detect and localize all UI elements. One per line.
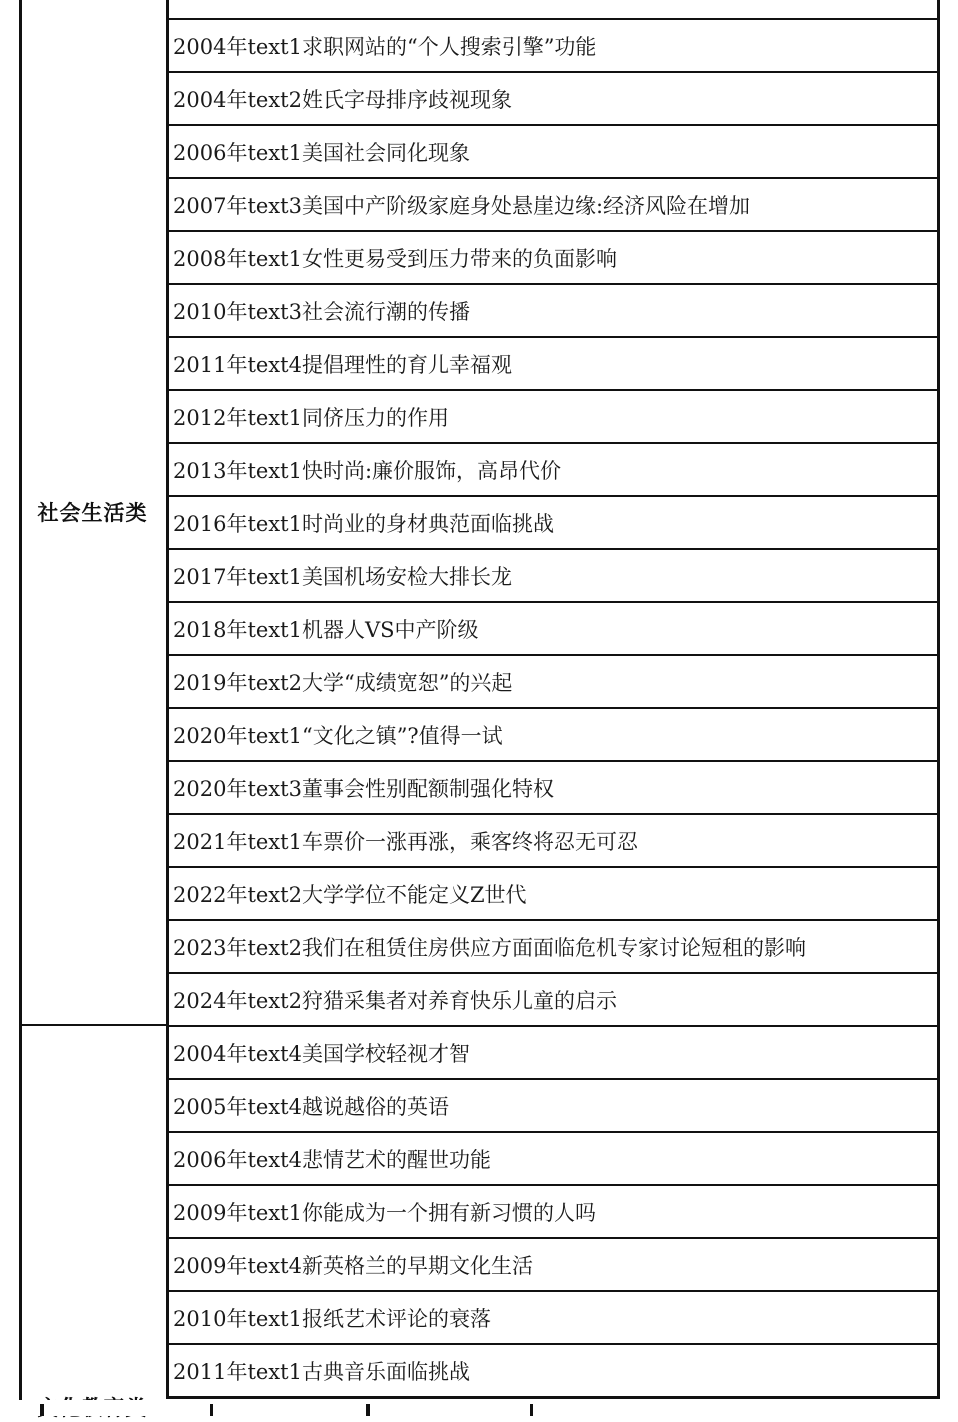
table-row: 2011年text4提倡理性的育儿幸福观 <box>169 336 937 389</box>
table-row: 2005年text4越说越俗的英语 <box>169 1078 937 1131</box>
cropped-glyph-fragment <box>366 1404 370 1416</box>
table-row: 2004年text4美国学校轻视才智 <box>169 1025 937 1078</box>
table-row: 2011年text1古典音乐面临挑战 <box>169 1343 937 1399</box>
table-row: 2020年text3董事会性别配额制强化特权 <box>169 760 937 813</box>
table-row: 2019年text2大学“成绩宽恕”的兴起 <box>169 654 937 707</box>
table-row: 2021年text1车票价一涨再涨，乘客终将忍无可忍 <box>169 813 937 866</box>
table-row: 2009年text4新英格兰的早期文化生活 <box>169 1237 937 1290</box>
table-row: 2004年text2姓氏字母排序歧视现象 <box>169 71 937 124</box>
table-row: 2022年text2大学学位不能定义Z世代 <box>169 866 937 919</box>
table-top-cap-right <box>937 0 940 18</box>
table-row: 2017年text1美国机场安检大排长龙 <box>169 548 937 601</box>
page-bottom-edge <box>0 1400 958 1416</box>
table-row: 2004年text1求职网站的“个人搜索引擎”功能 <box>169 18 937 71</box>
table-row: 2009年text1你能成为一个拥有新习惯的人吗 <box>169 1184 937 1237</box>
category-label: 社会生活类 <box>37 501 148 525</box>
table-row: 2024年text2狩猎采集者对养育快乐儿童的启示 <box>169 972 937 1025</box>
cropped-glyph-fragment <box>530 1404 533 1416</box>
table-top-cap-left <box>166 0 169 18</box>
category-column <box>19 0 166 1400</box>
table-row: 2010年text1报纸艺术评论的衰落 <box>169 1290 937 1343</box>
table-row: 2023年text2我们在租赁住房供应方面面临危机专家讨论短租的影响 <box>169 919 937 972</box>
category-cell-culture-education <box>19 1026 166 1406</box>
cropped-glyph-fragment <box>40 1404 44 1416</box>
table-row: 2008年text1女性更易受到压力带来的负面影响 <box>169 230 937 283</box>
table-row: 2016年text1时尚业的身材典范面临挑战 <box>169 495 937 548</box>
table-row: 2006年text4悲情艺术的醒世功能 <box>169 1131 937 1184</box>
table-row: 2012年text1同侪压力的作用 <box>169 389 937 442</box>
table-row: 2018年text1机器人VS中产阶级 <box>169 601 937 654</box>
table-row: 2020年text1“文化之镇”?值得一试 <box>169 707 937 760</box>
article-list-table <box>166 18 940 1399</box>
table-row: 2013年text1快时尚:廉价服饰，高昂代价 <box>169 442 937 495</box>
table-row: 2007年text3美国中产阶级家庭身处悬崖边缘:经济风险在增加 <box>169 177 937 230</box>
table-row: 2010年text3社会流行潮的传播 <box>169 283 937 336</box>
category-cell-social-life <box>19 0 166 1026</box>
table-row: 2006年text1美国社会同化现象 <box>169 124 937 177</box>
cropped-glyph-fragment <box>210 1404 213 1416</box>
